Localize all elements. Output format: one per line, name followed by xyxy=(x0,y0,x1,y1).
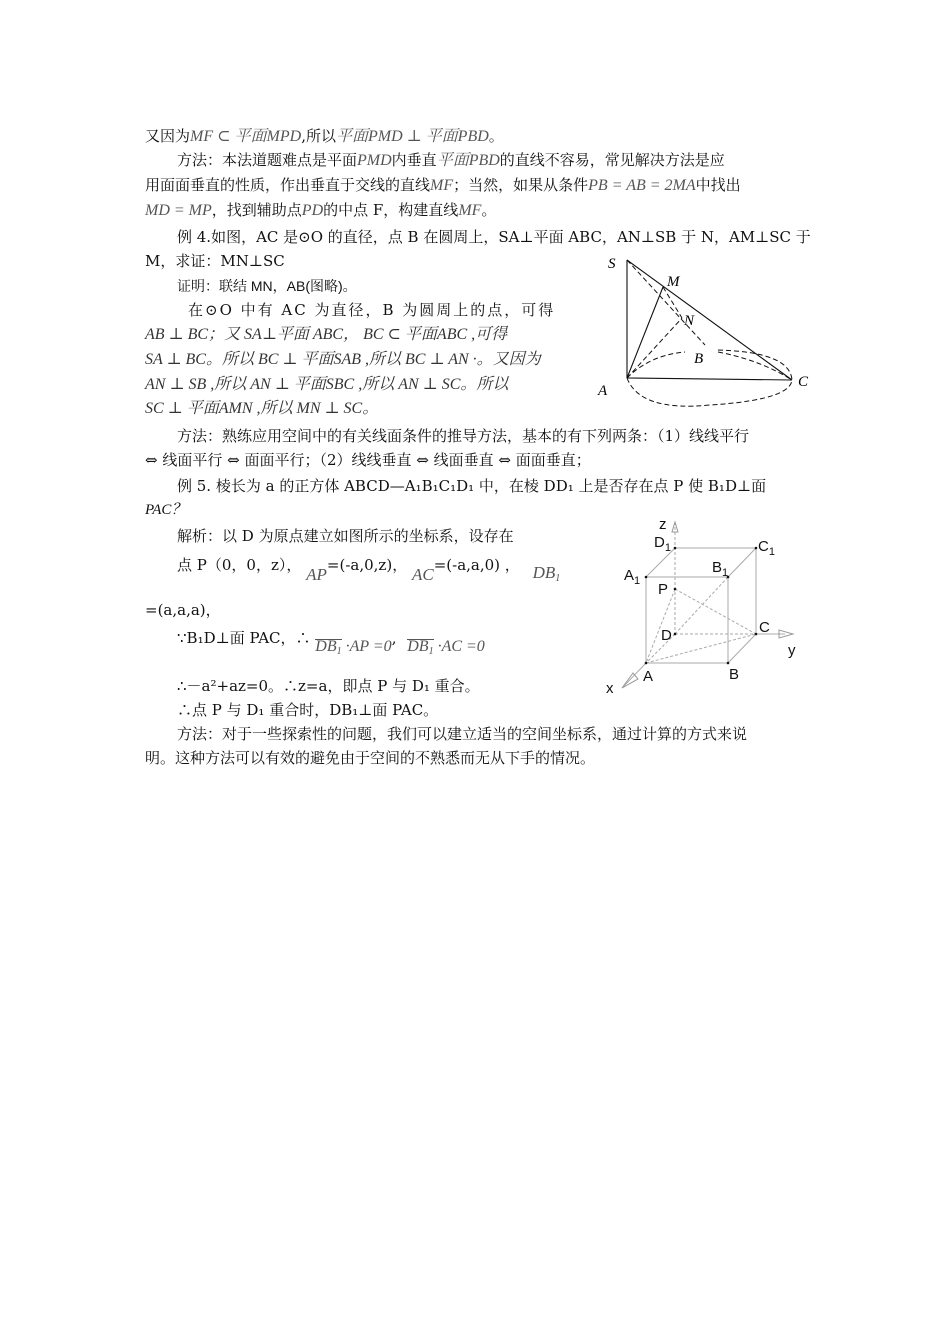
axis-label-y: y xyxy=(788,642,796,659)
text: 方法：本法道题难点是平面 xyxy=(177,151,358,169)
text: ∵B₁D⊥面 PAC，∴ xyxy=(177,629,311,647)
edge-PA xyxy=(646,589,675,663)
equation: 平面PMD ⊥ 平面PBD xyxy=(335,128,489,145)
method-3-line-2: 明。这种方法可以有效的避免由于空间的不熟悉而无从下手的情况。 xyxy=(145,749,596,767)
edge-AM xyxy=(627,287,663,378)
vector-AP: AP xyxy=(306,565,327,584)
text: =(-a,0,z)， xyxy=(326,556,408,574)
axis-label-x: x xyxy=(606,680,614,697)
edge-SC xyxy=(627,260,792,380)
label-A: A xyxy=(598,383,608,399)
example-4-statement-cont: M，求证：MN⊥SC xyxy=(145,252,285,270)
text: ,所以 xyxy=(301,127,336,145)
text: ；当然，如果从条件 xyxy=(453,176,589,194)
figure-pyramid-diagram xyxy=(590,250,820,410)
solution-line-3: =(a,a,a)， xyxy=(145,601,221,619)
label-D: D xyxy=(661,627,672,644)
equation: PMD xyxy=(357,152,392,169)
solution-line-2 xyxy=(177,555,561,584)
figure-cube-diagram xyxy=(600,508,820,698)
text: 的直线不容易，常见解决方法是应 xyxy=(499,151,725,169)
solution-line-4: ∵B₁D⊥面 PAC，∴ $DB_1 \cdot AP =0$, $DB_1 \cdot AC =0$ xyxy=(177,629,485,657)
text: ，找到辅助点 xyxy=(211,201,302,219)
equation: PD xyxy=(301,202,324,219)
equation: 平面PBD xyxy=(436,152,500,169)
equation: PB = AB = 2MA xyxy=(588,177,696,194)
label-D1: $D_1$ xyxy=(654,534,671,554)
text: 中找出 xyxy=(695,176,741,194)
label-C: C xyxy=(798,374,809,390)
edge-AN xyxy=(627,318,682,378)
equation: MF ⊂ 平面MPD xyxy=(190,128,302,145)
edge-SB xyxy=(627,260,705,345)
solution-line-5: ∴－a²+az=0。∴z=a，即点 P 与 D₁ 重合。 xyxy=(177,677,480,695)
label-P: P xyxy=(658,581,669,598)
solution-line-1: 解析：以 D 为原点建立如图所示的坐标系，设存在 xyxy=(177,527,514,545)
proof-line-3: SA ⊥ BC。所以 BC ⊥ 平面SAB ,所以 BC ⊥ AN ·。又因为 xyxy=(145,351,541,368)
proof-line-4: AN ⊥ SB ,所以 AN ⊥ 平面SBC ,所以 AN ⊥ SC。所以 xyxy=(145,376,509,393)
proof-line-5: SC ⊥ 平面AMN ,所以 MN ⊥ SC。 xyxy=(145,400,379,417)
edge-BC xyxy=(728,634,756,663)
text-line-method-3 xyxy=(145,200,496,221)
text: 。 xyxy=(488,127,504,145)
dot-product-1: $DB_1 \cdot AP =0$ xyxy=(315,638,392,657)
equation: MF xyxy=(458,202,482,219)
text-line-method-2 xyxy=(145,175,741,196)
edge-PC xyxy=(675,589,756,634)
label-B1: $B_1$ xyxy=(712,559,729,579)
text: 又因为 xyxy=(145,127,191,145)
dot-product-2: $DB_1 \cdot AC =0$ xyxy=(407,638,485,657)
axis-label-z: z xyxy=(659,516,667,533)
method-3-line-1: 方法：对于一些探索性的问题，我们可以建立适当的空间坐标系，通过计算的方式来说 xyxy=(177,725,748,743)
text: =(-a,a,0) ， xyxy=(433,556,520,574)
text: 用面面垂直的性质，作出垂直于交线的直线 xyxy=(145,176,431,194)
edge-BC xyxy=(718,352,792,380)
label-A: A xyxy=(643,668,654,685)
label-A1: $A_1$ xyxy=(624,567,641,587)
method-2-line-1: 方法：熟练应用空间中的有关线面条件的推导方法，基本的有下列两条：（1）线线平行 xyxy=(177,427,750,445)
text: 点 P（0，0，z）， xyxy=(177,556,302,574)
proof-intro: 证明：联结 MN，AB(图略)。 xyxy=(177,278,357,294)
label-C: C xyxy=(759,619,770,636)
equation: MF xyxy=(430,177,454,194)
label-N: N xyxy=(684,313,695,329)
text: 。 xyxy=(481,201,497,219)
edge-B1D xyxy=(675,577,728,634)
proof-line-2: AB ⊥ BC；又 SA⊥平面 ABC， BC ⊂ 平面ABC ,可得 xyxy=(145,326,508,343)
method-2-line-2: ⇔ 线面平行 ⇔ 面面平行；（2）线线垂直 ⇔ 线面垂直 ⇔ 面面垂直； xyxy=(145,451,591,469)
equation: MD = MP xyxy=(145,202,212,219)
label-B: B xyxy=(729,666,740,683)
example-4-statement: 例 4.如图，AC 是⊙O 的直径，点 B 在圆周上，SA⊥平面 ABC，AN⊥SB 于 N，AM⊥SC 于 xyxy=(177,228,811,246)
label-B: B xyxy=(694,351,704,367)
circle-lower xyxy=(627,378,792,406)
edge-B1C1 xyxy=(728,548,756,577)
proof-line-1: 在⊙O 中有 AC 为直径，B 为圆周上的点，可得 xyxy=(188,301,556,319)
label-C1: $C_1$ xyxy=(758,538,775,558)
vector-DB1: $DB_1$ xyxy=(532,563,561,584)
text-line-method-1 xyxy=(177,150,725,171)
vector-AC: AC xyxy=(411,565,434,584)
label-M: M xyxy=(667,274,680,290)
example-5-statement: 例 5. 棱长为 a 的正方体 ABCD—A₁B₁C₁D₁ 中，在棱 DD₁ 上是否存在点 P 使 B₁D⊥面 xyxy=(177,477,767,495)
solution-line-6: ∴点 P 与 D₁ 重合时，DB₁⊥面 PAC。 xyxy=(177,701,439,719)
edge-AC xyxy=(627,378,792,380)
example-5-statement-cont: PAC？ xyxy=(145,502,187,518)
text: 的中点 F，构建直线 xyxy=(323,201,459,219)
text: 内垂直 xyxy=(391,151,437,169)
label-S: S xyxy=(608,256,616,272)
text-line-conclusion xyxy=(145,126,504,147)
